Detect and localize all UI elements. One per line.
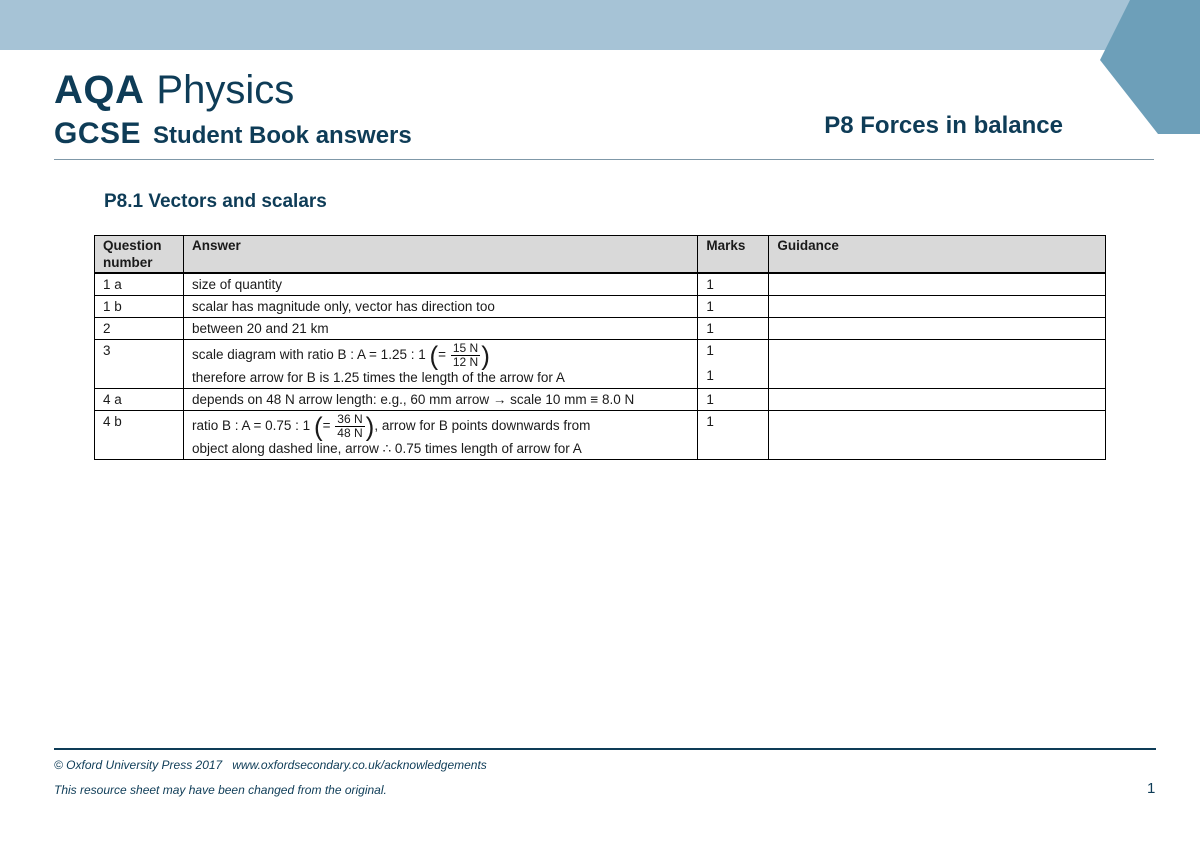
answers-table	[94, 235, 1106, 460]
page-number: 1	[1147, 780, 1156, 797]
marks-cell	[698, 340, 769, 389]
paren-close: )	[481, 340, 490, 371]
table-row	[95, 273, 1106, 296]
corner-polygon	[1100, 0, 1200, 134]
answer-line: therefore arrow for B is 1.25 times the length of the arrow for A	[191, 370, 565, 385]
brand-sub: Student Book answers	[153, 122, 412, 149]
marks-value: 1	[706, 368, 714, 383]
question-number: 3	[95, 340, 184, 389]
marks-cell: 1	[698, 411, 769, 460]
table-row	[95, 296, 1106, 318]
question-number: 1 b	[95, 296, 184, 318]
fraction	[335, 413, 364, 440]
paren-close: )	[365, 411, 375, 442]
frac-equals: =	[322, 418, 331, 434]
marks-cell: 1	[698, 389, 769, 411]
header-answer: Answer	[183, 236, 697, 274]
brand-aqa: AQA	[54, 68, 145, 112]
paren-open: (	[313, 411, 323, 442]
guidance-cell	[769, 411, 1106, 460]
fraction-denominator: 12 N	[452, 355, 479, 369]
fraction-numerator: 36 N	[337, 412, 363, 426]
brand-physics: Physics	[156, 68, 295, 112]
brand-gcse: GCSE	[54, 117, 142, 150]
fraction	[451, 342, 480, 369]
chapter-title: P8 Forces in balance	[824, 112, 1063, 139]
footer-note: This resource sheet may have been changed from the original.	[54, 783, 387, 797]
marks-cell: 1	[698, 318, 769, 340]
footer-divider	[54, 748, 1156, 750]
answer-line	[192, 413, 689, 440]
acknowledgements-link[interactable]: www.oxfordsecondary.co.uk/acknowledgements	[232, 758, 487, 772]
guidance-cell	[769, 318, 1106, 340]
brand-title	[54, 66, 294, 114]
frac-equals: =	[438, 347, 447, 363]
table-row	[95, 411, 1106, 460]
answer-cell	[183, 340, 697, 389]
answer-line: object along dashed line, arrow ∴ 0.75 times length of arrow for A	[191, 441, 582, 456]
fraction-numerator: 15 N	[452, 341, 479, 355]
guidance-cell	[769, 340, 1106, 389]
question-number: 1 a	[95, 273, 184, 296]
copyright-text: © Oxford University Press 2017	[54, 758, 223, 772]
guidance-cell	[769, 389, 1106, 411]
guidance-cell	[769, 296, 1106, 318]
answer-text: ratio B : A = 0.75 : 1	[191, 418, 311, 434]
answer-line	[192, 342, 689, 369]
marks-value: 1	[706, 343, 714, 358]
answer-cell: between 20 and 21 km	[183, 318, 697, 340]
header-question-number: Question number	[95, 236, 184, 274]
section-title: P8.1 Vectors and scalars	[104, 191, 327, 212]
guidance-cell	[769, 273, 1106, 296]
brand-subtitle	[54, 114, 412, 156]
answer-text: , arrow for B points downwards from	[374, 418, 591, 434]
paren-open: (	[429, 340, 439, 371]
question-number: 2	[95, 318, 184, 340]
table-row	[95, 389, 1106, 411]
answer-cell: size of quantity	[183, 273, 697, 296]
header-marks: Marks	[698, 236, 769, 274]
answer-cell: scalar has magnitude only, vector has direction too	[183, 296, 697, 318]
footer-copyright	[54, 758, 487, 772]
marks-cell: 1	[698, 296, 769, 318]
top-band	[0, 0, 1200, 50]
answer-cell: depends on 48 N arrow length: e.g., 60 mm arrow → scale 10 mm ≡ 8.0 N	[183, 389, 697, 411]
table-header-row	[95, 236, 1106, 274]
question-number: 4 b	[95, 411, 184, 460]
corner-decoration	[1100, 0, 1200, 134]
answer-text: scale diagram with ratio B : A = 1.25 : 1	[191, 347, 426, 363]
marks-cell: 1	[698, 273, 769, 296]
header-guidance: Guidance	[769, 236, 1106, 274]
table-row	[95, 340, 1106, 389]
table-row	[95, 318, 1106, 340]
fraction-denominator: 48 N	[337, 426, 363, 440]
header-divider	[54, 159, 1154, 160]
answer-cell	[183, 411, 697, 460]
question-number: 4 a	[95, 389, 184, 411]
